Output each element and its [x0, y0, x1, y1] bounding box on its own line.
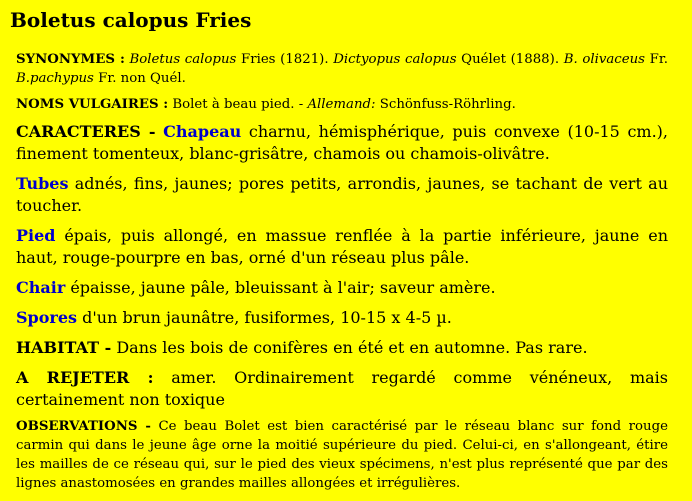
observations-label: OBSERVATIONS -: [16, 419, 151, 434]
tubes-label: Tubes: [16, 174, 69, 193]
synonym-2-author: Quélet (1888).: [456, 52, 564, 67]
noms-vulgaires-text-1: Bolet à beau pied. -: [168, 97, 308, 112]
synonymes-paragraph: [16, 50, 668, 88]
noms-vulgaires-paragraph: [16, 95, 668, 114]
synonym-2: Dictyopus calopus: [333, 52, 457, 67]
synonym-4-author: Fr. non Quél.: [93, 71, 186, 86]
spores-paragraph: [16, 307, 668, 329]
chair-label: Chair: [16, 278, 66, 297]
chapeau-text: charnu, hémisphérique, puis convexe (10-15 cm.), finement tomenteux, blanc-grisâtre, chamois ou chamois-olivâtre.: [16, 122, 669, 163]
a-rejeter-paragraph: [16, 367, 668, 411]
synonym-1: Boletus calopus: [129, 52, 237, 67]
habitat-paragraph: [16, 337, 668, 359]
chapeau-label: Chapeau: [163, 122, 242, 141]
caracteres-label: CARACTERES -: [16, 122, 156, 141]
a-rejeter-text: amer. Ordinairement regardé comme vénéneux, mais certainement non toxique: [16, 368, 668, 409]
habitat-text: Dans les bois de conifères en été et en automne. Pas rare.: [111, 338, 588, 357]
synonym-4: B.pachypus: [16, 71, 94, 86]
page-title: Boletus calopus Fries: [10, 8, 252, 32]
noms-vulgaires-text-2: Schönfuss-Röhrling.: [375, 97, 516, 112]
tubes-paragraph: [16, 173, 668, 217]
tubes-text: adnés, fins, jaunes; pores petits, arrondis, jaunes, se tachant de vert au toucher.: [16, 174, 668, 215]
noms-vulgaires-label: NOMS VULGAIRES :: [16, 97, 169, 112]
pied-paragraph: [16, 225, 668, 269]
caracteres-paragraph: [16, 121, 668, 165]
observations-paragraph: [16, 417, 668, 493]
habitat-label: HABITAT -: [16, 338, 112, 357]
synonymes-label: SYNONYMES :: [16, 52, 125, 67]
pied-text: épais, puis allongé, en massue renflée à la partie inférieure, jaune en haut, rouge-pourpre en bas, orné d'un réseau plus pâle.: [16, 226, 668, 267]
spores-label: Spores: [16, 308, 78, 327]
synonym-3: B. olivaceus: [563, 52, 645, 67]
chair-paragraph: [16, 277, 668, 299]
pied-label: Pied: [16, 226, 56, 245]
a-rejeter-label: A REJETER :: [16, 368, 154, 387]
noms-vulgaires-language: Allemand:: [307, 97, 376, 112]
synonym-3-author: Fr.: [645, 52, 668, 67]
synonym-1-author: Fries (1821).: [236, 52, 334, 67]
chair-text: épaisse, jaune pâle, bleuissant à l'air; saveur amère.: [65, 278, 496, 297]
observations-text: Ce beau Bolet est bien caractérisé par le réseau blanc sur fond rouge carmin qui dans le jeune âge orne la moitié supérieure du pied. Celui-ci, en s'allongeant, étire les mailles de ce réseau qui, sur le pied des vieux spécimens, n'est plus représenté que par des lignes anastomosées en grandes mailles allongées et irrégulières.: [16, 419, 668, 491]
spores-text: d'un brun jaunâtre, fusiformes, 10-15 x 4-5 µ.: [77, 308, 452, 327]
